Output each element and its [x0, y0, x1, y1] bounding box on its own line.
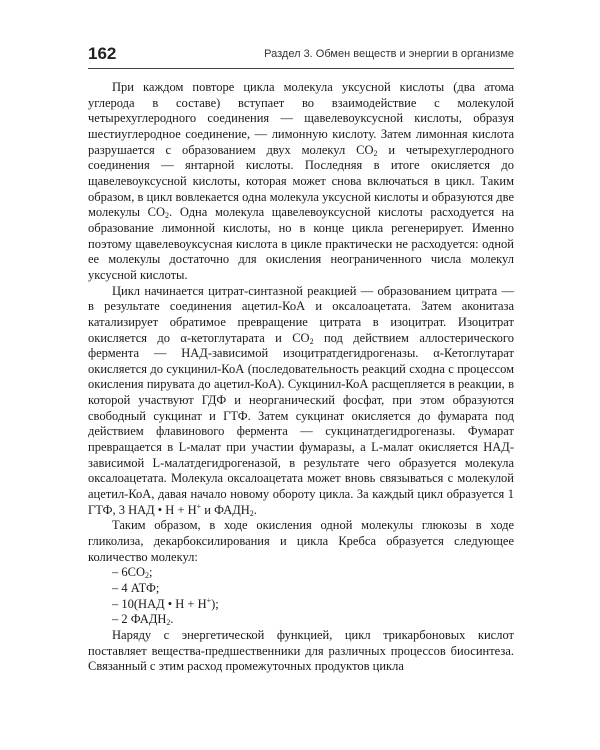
list-item: – 4 АТФ;: [112, 581, 160, 595]
page-number: 162: [88, 44, 117, 63]
paragraph-2: Цикл начинается цитрат-синтазной реакцией — образованием цитрата — в результате соединения ацетил-КоА и оксалоацетата. Затем аконитаза катализирует обратимое превращение цитрата в изоцитрат. Изоцитрат окисляется до α-кетоглутарата и $CO_2$ под действием аллостерического фермента — НАД-зависимой изоцитратдегидрогеназы. α-Кетоглутарат окисляется до сукцинил-КоА (последовательность реакций сходна с процессом окисления пирувата до ацетил-КоА). Сукцинил-КоА расщепляется в реакции, в которой участвуют ГДФ и неорганический фосфат, при этом образуются свободный сукцинат и ГТФ. Затем сукцинат окисляется до фумарата под действием флавинового фермента — сукцинатдегидрогеназы. Фумарат превращается в L-малат при участии фумаразы, а L-малат окисляется НАД-зависимой L-малатдегидрогеназой, в результате чего образуется молекула оксалоацетата. Молекула оксалоацетата может вновь связываться с молекулой ацетил-КоА, давая начало новому обороту цикла. За каждый цикл образуется 1 ГТФ, 3 НАД • Н + Н+ и $ФАДН_2$.: [88, 283, 514, 518]
list-item: – 2 $ФАДН_2$.: [112, 612, 174, 628]
running-head: Раздел 3. Обмен веществ и энергии в организме: [264, 48, 514, 60]
page-body: [88, 80, 514, 675]
header-rule: [88, 68, 514, 69]
paragraph-4: Наряду с энергетической функцией, цикл трикарбоновых кислот поставляет вещества-предшественники для различных процессов биосинтеза. Связанный с этим расход промежуточных продуктов цикла: [88, 627, 514, 674]
paragraph-3: Таким образом, в ходе окисления одной молекулы глюкозы в ходе гликолиза, декарбоксилирования и цикла Кребса образуется следующее количество молекул:: [88, 518, 514, 564]
list-item: – $6CO_2$;: [112, 565, 153, 581]
paragraph-1: При каждом повторе цикла молекула уксусной кислоты (два атома углерода в составе) вступает во взаимодействие с молекулой четырехуглеродного соединения — щавелевоуксусной кислоты, образуя шестиуглеродное соединение, — лимонную кислоту. Затем лимонная кислота разрушается с образованием двух молекул $CO_2$ и четырехуглеродного соединения — янтарной кислоты. Последняя в итоге окисляется до щавелевоуксусной кислоты, которая может снова включаться в цикл. Таким образом, в цикл вовлекается одна молекула уксусной кислоты и образуются две молекулы $CO_2$. Одна молекула щавелевоуксусной кислоты расходуется на образование лимонной кислоты, но в конце цикла регенерирует. Именно поэтому щавелевоуксусная кислота в цикле практически не расходуется: одной ее молекулы достаточно для окисления неограниченного числа молекул уксусной кислоты.: [88, 80, 514, 282]
molecule-list: [88, 565, 514, 628]
list-item: – 10(НАД • Н + Н+);: [112, 595, 219, 611]
page-header: [88, 44, 514, 66]
